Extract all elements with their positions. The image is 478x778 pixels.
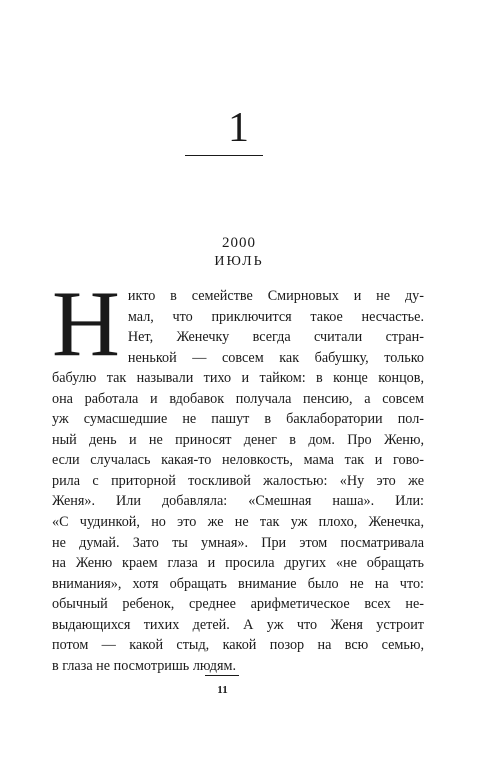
text-line: потом — какой стыд, какой позор на всю семью, [52, 637, 424, 654]
text-line: икто в семействе Смирновых и не ду- [127, 288, 424, 304]
text-line: если случалась какая-то неловкость, мама так и гово- [52, 452, 424, 469]
text-line: «С чудинкой, но это же не так уж плохо, Женечка, [52, 514, 424, 531]
text-line: внимания», хотя обращать внимание было не на что: [52, 575, 424, 592]
dateline-year: 2000 [222, 235, 256, 251]
drop-cap: Н [52, 272, 120, 376]
dateline-month: ИЮЛЬ [214, 254, 264, 269]
text-line: мал, что приключится такое несчастье. [127, 308, 424, 325]
text-line: рила с приторной тоскливой жалостью: «Ну это же [52, 472, 424, 489]
text-line: выдающихся тихих детей. А уж что Женя устроит [52, 616, 424, 633]
text-line: ный день и не приносят денег в дом. Про Женю, [52, 431, 424, 448]
text-line: она работала и вдобавок получала пенсию, а совсем [52, 390, 424, 407]
text-line: на Женю краем глаза и просила других «не обращать [52, 555, 424, 572]
text-line: ненькой — совсем как бабушку, только [127, 349, 424, 366]
footer-divider [205, 675, 239, 676]
body-paragraph [52, 272, 424, 676]
text-line: Женя». Или добавляла: «Смешная наша». Или: [52, 493, 424, 510]
text-line: уж сумасшедшие не пашут в баклаборатории пол- [52, 411, 424, 428]
page-number: 11 [217, 684, 228, 696]
text-line: не думай. Зато ты умная». При этом посматривала [52, 534, 424, 551]
text-line: Нет, Женечку всегда считали стран- [127, 329, 424, 346]
text-line: обычный ребенок, среднее арифметическое всех не- [52, 596, 424, 613]
chapter-number: 1 [228, 105, 250, 151]
chapter-divider [185, 155, 263, 156]
text-line: бабулю так называли тихо и тайком: в конце концов, [52, 370, 424, 387]
text-line: в глаза не посмотришь людям. [52, 657, 237, 674]
